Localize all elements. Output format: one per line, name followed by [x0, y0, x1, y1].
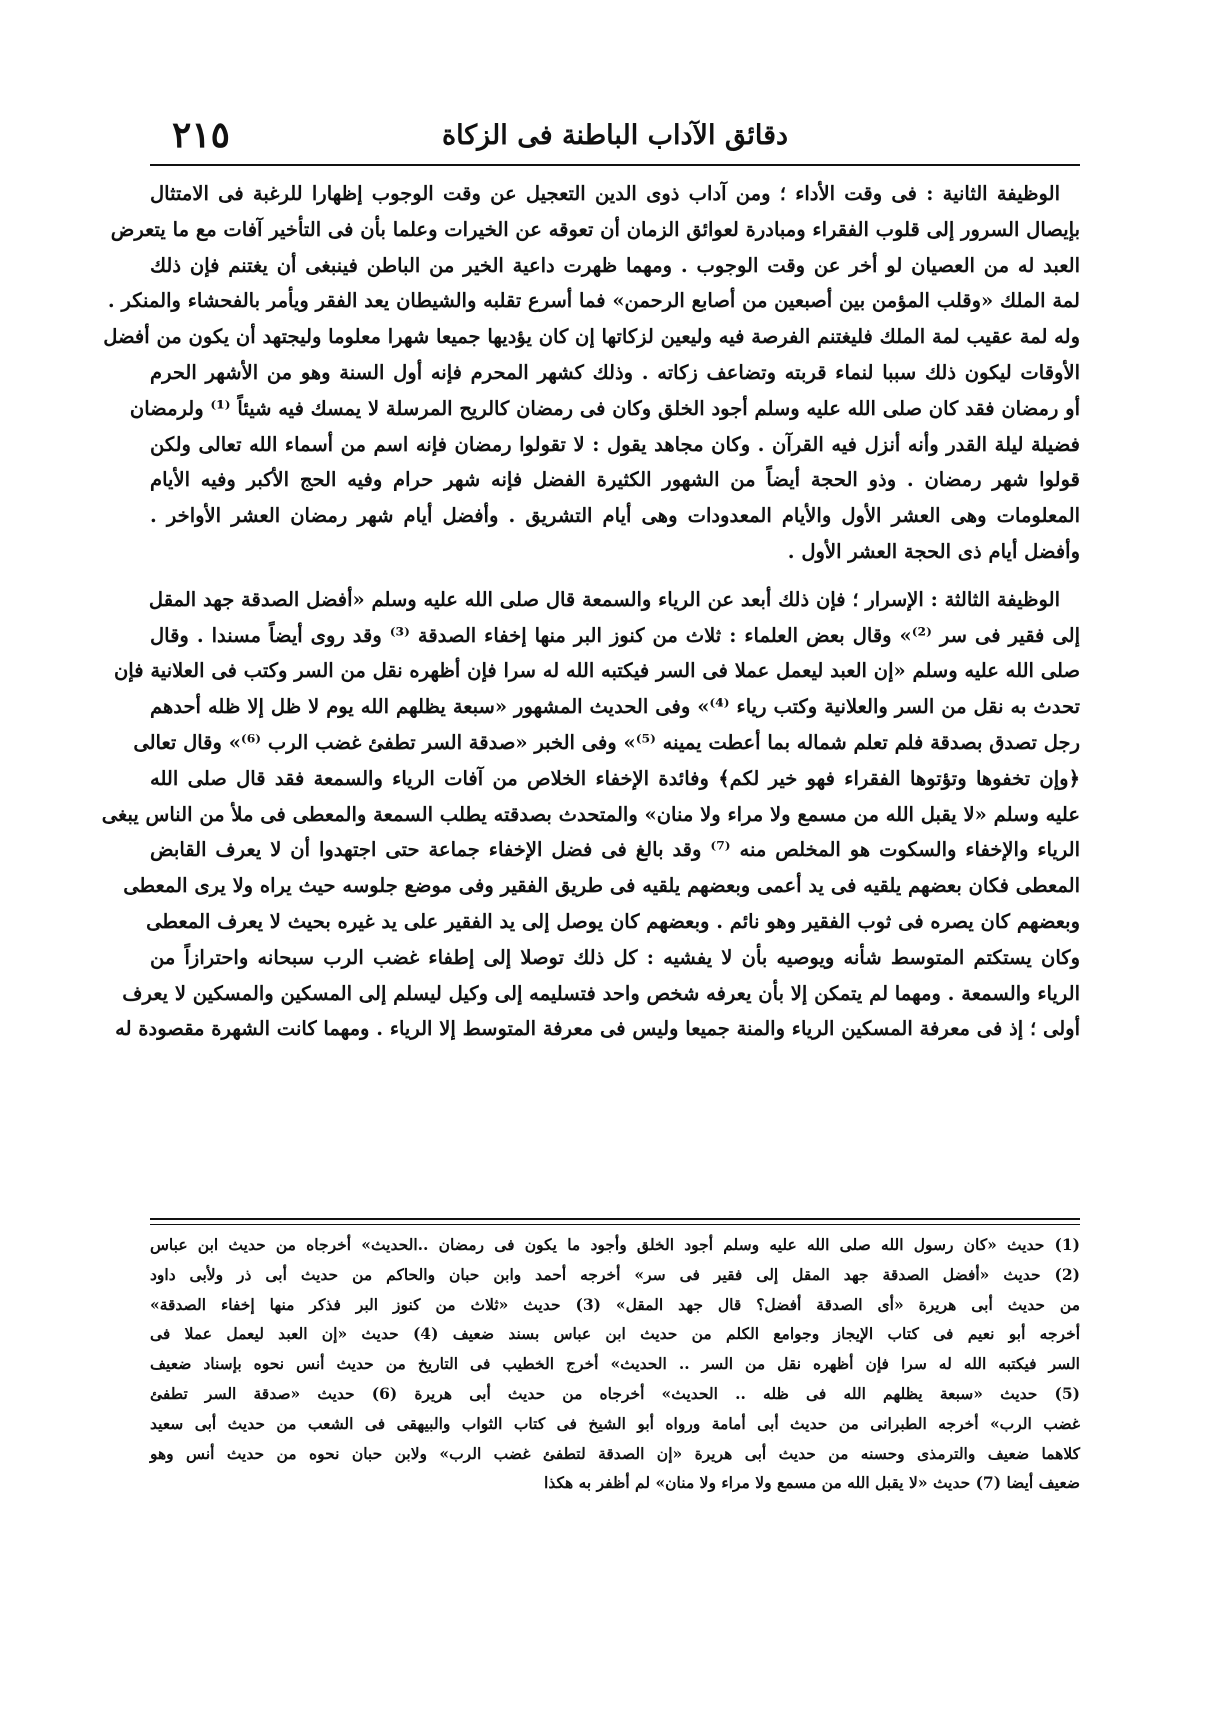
body-line: عليه وسلم «لا يقبل الله من مسمع ولا مراء ولا منان» والمتحدث بصدقته يطلب السمعة والمعطى فى ملأ من الناس يبغى: [101, 802, 1080, 826]
footnote-line: (2) حديث «أفضل الصدقة جهد المقل إلى فقير فى سر» أخرجه أحمد وابن حبان والحاكم من حديث أبى ذر ولأبى داود: [150, 1264, 1080, 1284]
body-line: صلى الله عليه وسلم «إن العبد ليعمل عملا فى السر فيكتبه الله له سرا فإن أظهره نقل من السر وكتب فى العلانية فإن: [113, 659, 1080, 683]
running-header: [150, 112, 1080, 162]
body-line: وله لمة عقيب لمة الملك فليغتنم الفرصة فيه وليعين لزكاتها إن كان يؤديها جميعا شهرا معلوما وليجتهد أن يكون من أفضل: [103, 325, 1080, 349]
body-line: الأوقات ليكون ذلك سببا لنماء قربته وتضاعف زكاته . وذلك كشهر المحرم فإنه أول السنة وهو من الأشهر الحرم: [150, 360, 1080, 384]
footnote-line: من حديث أبى هريرة «أى الصدقة أفضل؟ قال جهد المقل» (3) حديث «ثلاث من كنوز البر فذكر منها إخفاء الصدقة»: [150, 1294, 1080, 1314]
body-line: الوظيفة الثالثة : الإسرار ؛ فإن ذلك أبعد عن الرياء والسمعة قال صلى الله عليه وسلم «أفضل الصدقة جهد المقل: [148, 587, 1060, 611]
footnote-line: أخرجه أبو نعيم فى كتاب الإيجاز وجوامع الكلم من حديث ابن عباس بسند ضعيف (4) حديث «إن العبد ليعمل عملا فى: [150, 1324, 1080, 1344]
header-rule: [150, 164, 1080, 166]
footnote-line: (5) حديث «سبعة يظلهم الله فى ظله .. الحديث» أخرجاه من حديث أبى هريرة (6) حديث «صدقة السر تطفئ: [150, 1383, 1080, 1403]
running-title: دقائق الآداب الباطنة فى الزكاة: [441, 120, 789, 151]
body-line: إلى فقير فى سر ⁽²⁾» وقال بعض العلماء : ثلاث من كنوز البر منها إخفاء الصدقة ⁽³⁾ وقد روى أيضاً مسندا . وقال: [150, 623, 1080, 647]
body-line: أو رمضان فقد كان صلى الله عليه وسلم أجود الخلق وكان فى رمضان كالريح المرسلة لا يمسك فيه شيئاً ⁽¹⁾ ولرمضان: [129, 396, 1080, 420]
body-line: فضيلة ليلة القدر وأنه أنزل فيه القرآن . وكان مجاهد يقول : لا تقولوا رمضان فإنه اسم من أسماء الله تعالى ولكن: [150, 432, 1080, 456]
body-line: أولى ؛ إذ فى معرفة المسكين الرياء والمنة جميعا وليس فى معرفة المتوسط إلا الرياء . ومهما كانت الشهرة مقصودة له: [115, 1017, 1080, 1041]
body-line: تحدث به نقل من السر والعلانية وكتب رياء ⁽⁴⁾» وفى الحديث المشهور «سبعة يظلهم الله يوم لا ظل إلا ظله أحدهم: [150, 695, 1080, 719]
footnote-line: السر فيكتبه الله له سرا فإن أظهره نقل من السر .. الحديث» أخرج الخطيب فى التاريخ من حديث أنس نحوه بإسناد ضعيف: [150, 1354, 1080, 1374]
body-line: الرياء والسمعة . ومهما لم يتمكن إلا بأن يعرفه شخص واحد فتسليمه إلى وكيل ليسلم إلى المسكين والمسكين لا يعرف: [122, 981, 1080, 1005]
body-line: المعلومات وهى العشر الأول والأيام المعدودات وهى أيام التشريق . وأفضل أيام شهر رمضان العشر الأواخر .: [150, 504, 1080, 528]
body-line: وأفضل أيام ذى الحجة العشر الأول .: [787, 539, 1080, 563]
body-line: قولوا شهر رمضان . وذو الحجة أيضاً من الشهور الكثيرة الفضل فإنه شهر حرام وفيه الحج الأكبر وفيه الأيام: [150, 468, 1080, 492]
footnotes: [150, 1230, 1080, 1498]
body-line: الوظيفة الثانية : فى وقت الأداء ؛ ومن آداب ذوى الدين التعجيل عن وقت الوجوب إظهارا للرغبة فى الامتثال: [150, 182, 1060, 205]
footnote-rule: [150, 1218, 1080, 1225]
footnote-line: كلاهما ضعيف والترمذى وحسنه من حديث أبى هريرة «إن الصدقة لتطفئ غضب الرب» ولابن حبان نحوه من حديث أنس وهو: [150, 1443, 1080, 1463]
body-line: لمة الملك «وقلب المؤمن بين أصبعين من أصابع الرحمن» فما أسرع تقلبه والشيطان يعد الفقر ويأمر بالفحشاء والمنكر .: [107, 289, 1080, 313]
body-text: [101, 176, 1080, 1047]
body-line: العبد له من العصيان لو أخر عن وقت الوجوب . ومهما ظهرت داعية الخير من الباطن فينبغى أن يغتنم فإن ذلك: [150, 253, 1080, 277]
footnote-line: غضب الرب» أخرجه الطبرانى من حديث أبى أمامة ورواه أبو الشيخ فى كتاب الثواب والبيهقى فى الشعب من حديث أبى سعيد: [150, 1413, 1080, 1433]
footnote-line: ضعيف أيضا (7) حديث «لا يقبل الله من مسمع ولا مراء ولا منان» لم أظفر به هكذا: [544, 1473, 1080, 1493]
body-line: بإيصال السرور إلى قلوب الفقراء ومبادرة لعوائق الزمان أن تعوقه عن الخيرات وعلما بأن فى التأخير آفات مع ما يتعرض: [110, 217, 1080, 241]
body-line: وبعضهم كان يصره فى ثوب الفقير وهو نائم . وبعضهم كان يوصل إلى يد الفقير على يد غيره بحيث لا يعرف المعطى: [146, 909, 1080, 933]
body-line: ﴿وإن تخفوها وتؤتوها الفقراء فهو خير لكم﴾ وفائدة الإخفاء الخلاص من آفات الرياء والسمعة فقد قال صلى الله: [150, 766, 1080, 790]
page-number: ٢١٥: [172, 114, 231, 156]
paragraph-gap: [150, 570, 1080, 582]
body-line: الرياء والإخفاء والسكوت هو المخلص منه ⁽⁷⁾ وقد بالغ فى فضل الإخفاء جماعة حتى اجتهدوا أن لا يعرف القابض: [150, 838, 1080, 862]
body-line: المعطى فكان بعضهم يلقيه فى يد أعمى وبعضهم يلقيه فى طريق الفقير وفى موضع جلوسه حيث يراه ولا يرى المعطى: [123, 874, 1080, 898]
body-line: رجل تصدق بصدقة فلم تعلم شماله بما أعطت يمينه ⁽⁵⁾» وفى الخبر «صدقة السر تطفئ غضب الرب ⁽⁶⁾» وقال تعالى: [133, 730, 1080, 754]
body-line: وكان يستكتم المتوسط شأنه ويوصيه بأن لا يفشيه : كل ذلك توصلا إلى إطفاء غضب الرب سبحانه واحترازاً من: [150, 945, 1080, 969]
footnote-line: (1) حديث «كان رسول الله صلى الله عليه وسلم أجود الخلق وأجود ما يكون فى رمضان ..الحديث» أخرجاه من حديث ابن عباس: [150, 1235, 1080, 1254]
